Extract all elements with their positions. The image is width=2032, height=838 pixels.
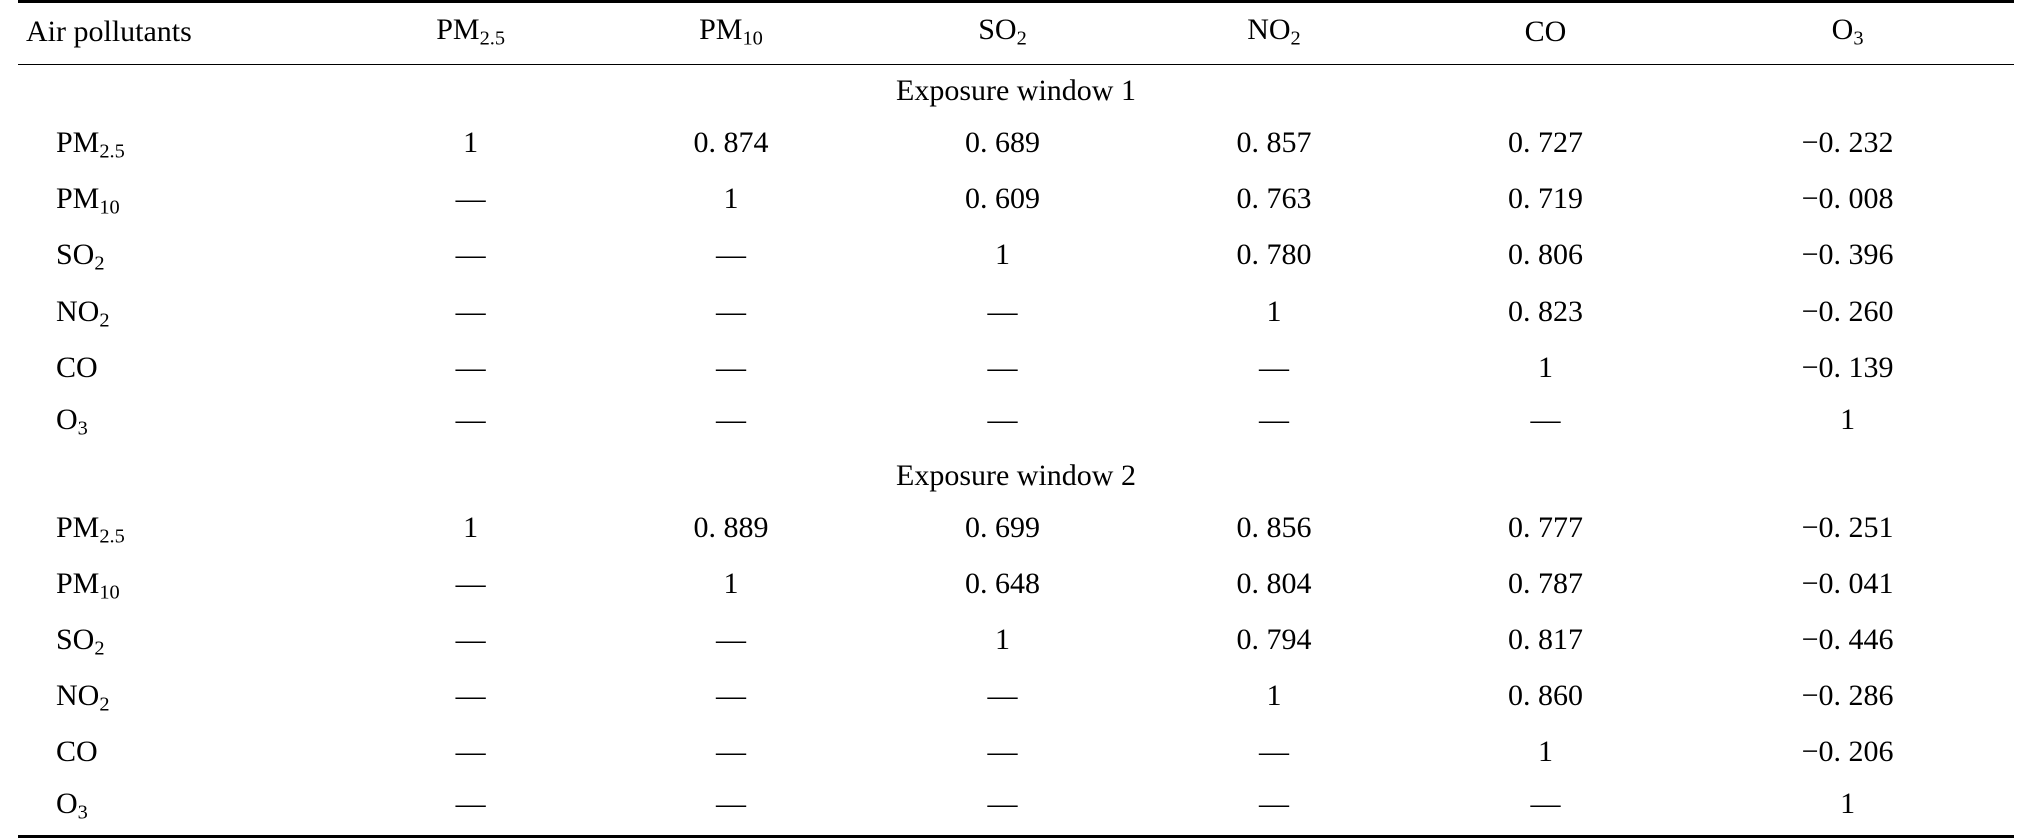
table-cell: −0. 232	[1801, 126, 1894, 160]
group-header-row	[18, 65, 2014, 118]
column-header-no2: $NO_2$	[1247, 13, 1301, 50]
row-label: $PM_{10}$	[56, 182, 120, 219]
column-header-pm10: $PM_{10}$	[699, 13, 763, 50]
table-cell: 1	[723, 566, 739, 600]
table-row	[18, 778, 2014, 836]
table-cell: —	[716, 350, 746, 384]
table-body	[18, 65, 2014, 836]
table-cell: 0. 823	[1507, 294, 1583, 328]
table-cell: 1	[1266, 294, 1282, 328]
column-header-pm25: $PM_{2.5}$	[436, 13, 506, 50]
table-cell: 1	[463, 126, 479, 160]
table-row	[18, 173, 2014, 229]
table-cell: 0. 817	[1507, 623, 1583, 657]
table-cell: —	[455, 623, 486, 657]
table-row	[18, 558, 2014, 614]
row-label: CO	[56, 350, 98, 384]
table-cell: —	[455, 787, 486, 821]
table-cell: 1	[723, 182, 739, 216]
table-row	[18, 614, 2014, 670]
table-cell: —	[987, 294, 1018, 328]
table-cell: 0. 780	[1236, 238, 1312, 272]
table-cell: —	[455, 679, 486, 713]
group-label: Exposure window 2	[896, 458, 1136, 492]
row-label: $PM_{2.5}$	[56, 510, 125, 548]
table-row	[18, 342, 2014, 394]
table-cell: —	[1530, 402, 1561, 436]
table-row	[18, 394, 2014, 450]
table-row	[18, 670, 2014, 726]
column-header-air-pollutants: Air pollutants	[26, 15, 192, 49]
table-cell: —	[455, 566, 486, 600]
table-cell: —	[1258, 402, 1289, 436]
table-cell: —	[1258, 350, 1289, 384]
table-cell: 1	[1266, 679, 1282, 713]
table-cell: —	[716, 623, 746, 657]
table-cell: —	[716, 735, 746, 769]
table-cell: 0. 648	[964, 566, 1040, 600]
column-header-so2: $SO_2$	[978, 13, 1027, 50]
table-cell: 0. 806	[1507, 238, 1583, 272]
row-label: CO	[56, 735, 98, 769]
table-cell: 0. 609	[964, 182, 1040, 216]
table-row	[18, 117, 2014, 173]
table-cell: —	[716, 402, 746, 436]
table-cell: 0. 699	[964, 510, 1040, 544]
table-cell: 0. 787	[1507, 566, 1583, 600]
table-cell: —	[716, 787, 746, 821]
table-header-row	[18, 2, 2014, 65]
table-cell: —	[455, 294, 486, 328]
table-cell: —	[716, 679, 746, 713]
table-cell: 1	[463, 510, 479, 544]
table-header	[18, 2, 2014, 65]
table-cell: −0. 396	[1801, 238, 1894, 272]
table-cell: —	[455, 735, 486, 769]
table-cell: —	[455, 350, 486, 384]
table-cell: —	[455, 182, 486, 216]
row-label: $SO_2$	[56, 623, 105, 660]
table-cell: 0. 777	[1507, 510, 1583, 544]
table-cell: −0. 008	[1801, 182, 1894, 216]
row-label: $PM_{2.5}$	[56, 126, 125, 163]
table-cell: 0. 689	[964, 126, 1040, 160]
row-label: $NO_2$	[56, 679, 110, 716]
table-cell: —	[1258, 735, 1289, 769]
table-cell: —	[455, 238, 486, 272]
table-cell: −0. 041	[1801, 566, 1894, 600]
table-cell: −0. 446	[1801, 623, 1894, 657]
table-cell: −0. 251	[1801, 510, 1894, 544]
table-cell: 1	[1840, 787, 1856, 821]
table-cell: 0. 727	[1507, 126, 1583, 160]
table-cell: −0. 139	[1801, 350, 1894, 384]
table-cell: —	[455, 402, 486, 436]
table-cell: −0. 206	[1801, 735, 1894, 769]
table-cell: —	[716, 294, 746, 328]
table-cell: 0. 874	[693, 126, 769, 160]
table-row	[18, 502, 2014, 558]
row-label: $SO_2$	[56, 238, 105, 276]
table-cell: 1	[1537, 735, 1553, 769]
column-header-co: CO	[1524, 15, 1567, 49]
row-label: $O_3$	[56, 787, 88, 825]
table-cell: —	[716, 238, 746, 272]
table-row	[18, 229, 2014, 285]
table-cell: 0. 763	[1236, 182, 1312, 216]
table-row	[18, 286, 2014, 342]
table-cell: —	[1258, 787, 1289, 821]
table-cell: 1	[1840, 402, 1856, 436]
table-cell: —	[987, 787, 1018, 821]
row-label: $O_3$	[56, 402, 88, 440]
table-cell: 0. 857	[1236, 126, 1312, 160]
table-cell: —	[987, 350, 1018, 384]
table-cell: —	[987, 679, 1018, 713]
table-cell: 1	[994, 623, 1010, 657]
table-row	[18, 726, 2014, 778]
group-header-row	[18, 450, 2014, 502]
pollutant-correlation-table	[18, 0, 2014, 838]
table-cell: 1	[1537, 350, 1553, 384]
table-cell: 0. 856	[1236, 510, 1312, 544]
table-cell: 0. 860	[1507, 679, 1583, 713]
column-header-o3: $O_3$	[1831, 13, 1864, 50]
table-cell: —	[987, 402, 1018, 436]
row-label: $PM_{10}$	[56, 566, 120, 604]
table-cell: 1	[994, 238, 1010, 272]
row-label: $NO_2$	[56, 294, 110, 332]
table-cell: −0. 286	[1801, 679, 1894, 713]
table-cell: 0. 719	[1507, 182, 1583, 216]
table-cell: −0. 260	[1801, 294, 1894, 328]
table-cell: 0. 889	[693, 510, 769, 544]
table-cell: 0. 794	[1236, 623, 1312, 657]
table-cell: 0. 804	[1236, 566, 1312, 600]
group-label: Exposure window 1	[896, 74, 1136, 108]
table-cell: —	[1530, 787, 1561, 821]
table-cell: —	[987, 735, 1018, 769]
